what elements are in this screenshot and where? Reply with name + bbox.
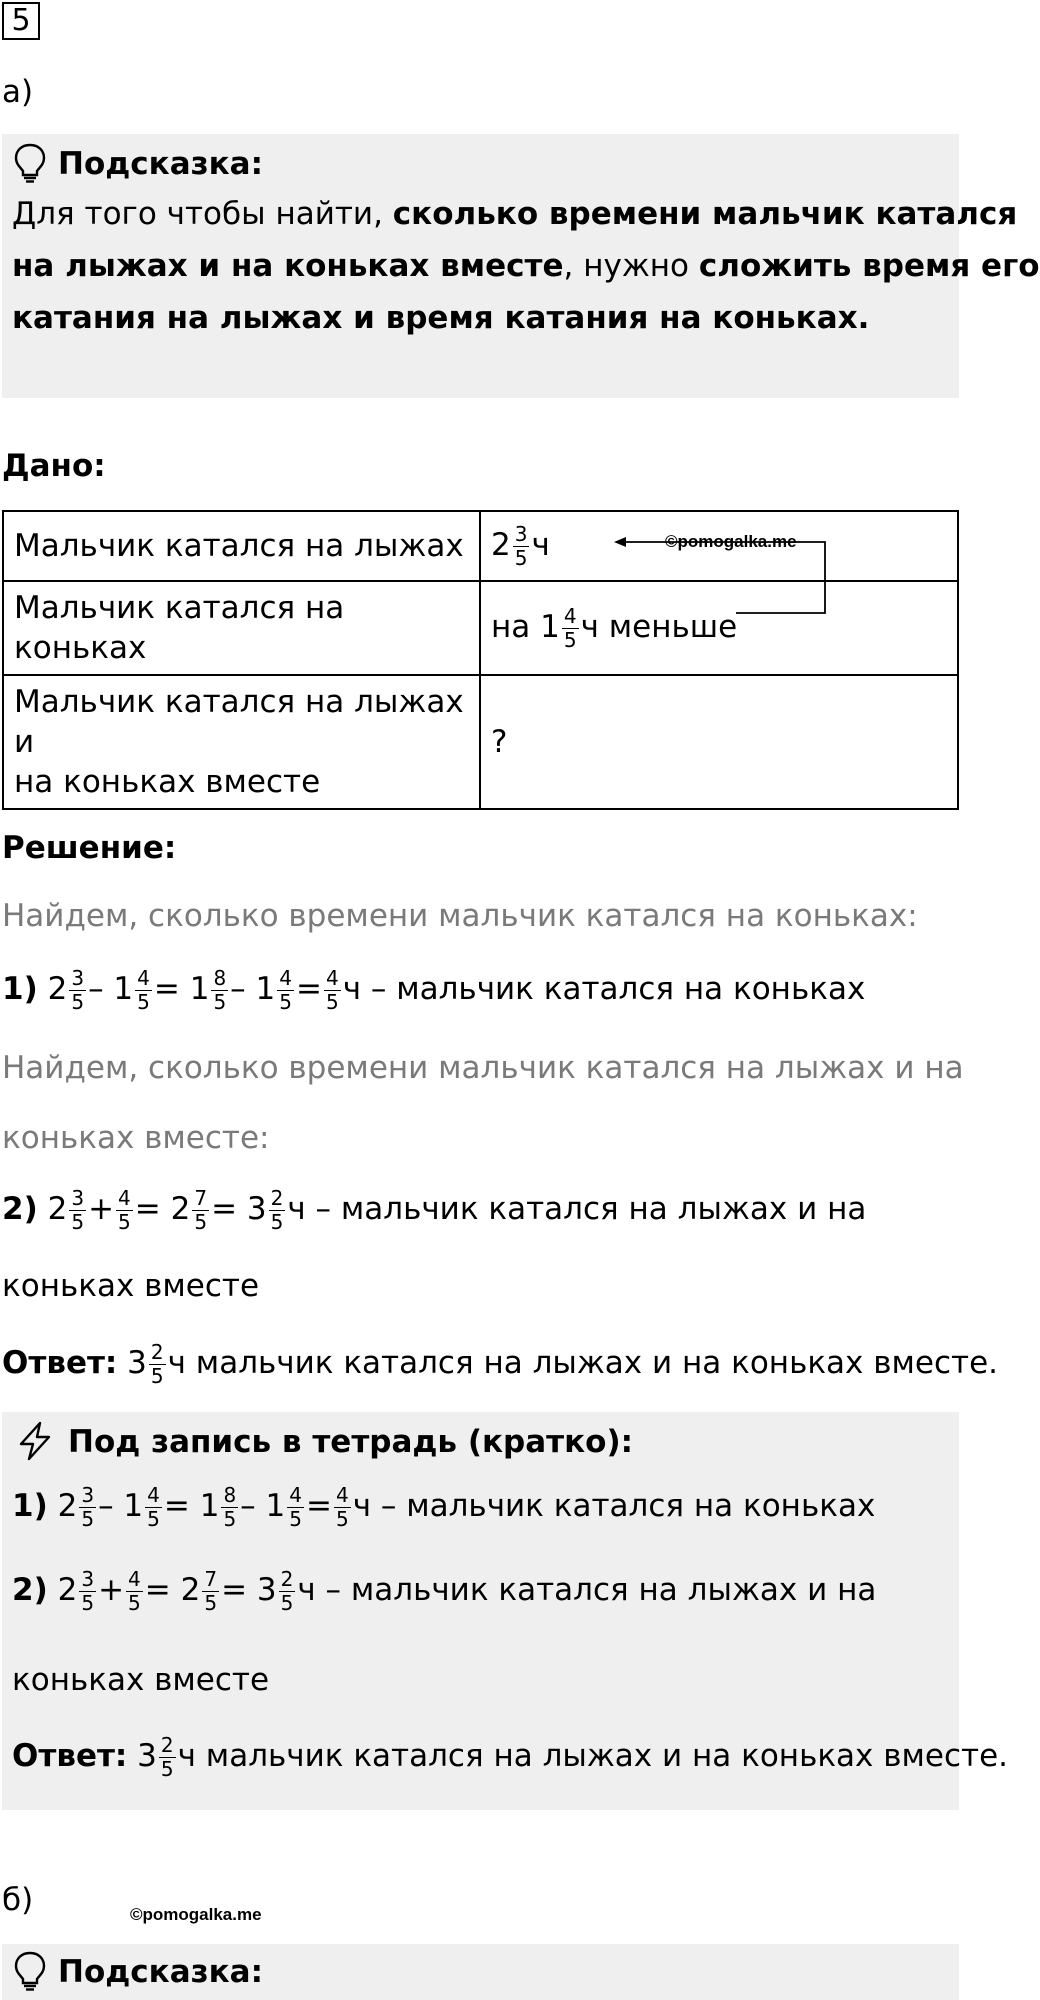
given-r1-label: Мальчик катался на лыжах — [3, 511, 480, 581]
notebook-answer: Ответ: 3 $\frac{2}{5}$ ч мальчик катался на лыжах и на коньках вместе. — [12, 1733, 1009, 1781]
hint-line-1: Для того чтобы найти, сколько времени мальчик катался — [12, 196, 1018, 232]
watermark-b: ©pomogalka.me — [130, 1905, 262, 1924]
step2-expression: 2) 2 $\frac{3}{5}$ + $\frac{4}{5}$ = 2 $\frac{7}{5}$ = 3 $\frac{2}{5}$ ч – мальчик катался на лыжах и на — [2, 1186, 867, 1234]
step2-intro-2: коньках вместе: — [2, 1120, 270, 1156]
notebook-title: Под запись в тетрадь (кратко): — [68, 1424, 634, 1460]
notebook-step1: 1) 2 $\frac{3}{5}$ – 1 $\frac{4}{5}$ = 1 $\frac{8}{5}$ – 1 $\frac{4}{5}$ = $\frac{4}{5}$ ч – мальчик катался на коньках — [12, 1483, 876, 1531]
hint-title: Подсказка: — [58, 146, 263, 182]
given-r3-label: Мальчик катался на лыжах и на коньках вместе — [3, 675, 480, 809]
hint-line-3: катания на лыжах и время катания на коньках. — [12, 300, 870, 336]
answer: Ответ: 3 $\frac{2}{5}$ ч мальчик катался на лыжах и на коньках вместе. — [2, 1340, 999, 1388]
step2-continuation: коньках вместе — [2, 1268, 260, 1304]
part-a-label: а) — [2, 74, 34, 110]
given-r3-value: ? — [480, 675, 958, 809]
task-number: 5 — [2, 2, 40, 40]
lightbulb-icon — [12, 1950, 48, 1992]
given-title: Дано: — [2, 448, 106, 484]
given-r1-value: 2 $\frac{3}{5}$ ч — [480, 511, 958, 581]
step2-intro-1: Найдем, сколько времени мальчик катался на лыжах и на — [2, 1050, 964, 1086]
part-b-label: б) — [2, 1882, 34, 1918]
step1-intro: Найдем, сколько времени мальчик катался на коньках: — [2, 898, 918, 934]
notebook-step2: 2) 2 $\frac{3}{5}$ + $\frac{4}{5}$ = 2 $\frac{7}{5}$ = 3 $\frac{2}{5}$ ч – мальчик катался на лыжах и на — [12, 1567, 877, 1615]
hint-title-b: Подсказка: — [58, 1954, 263, 1990]
solution-title: Решение: — [2, 830, 177, 866]
watermark: ©pomogalka.me — [665, 532, 797, 551]
lightning-icon — [14, 1420, 56, 1462]
lightbulb-icon — [12, 142, 48, 184]
step1-expression: 1) 2 $\frac{3}{5}$ – 1 $\frac{4}{5}$ = 1 $\frac{8}{5}$ – 1 $\frac{4}{5}$ = $\frac{4}{5}$ ч – мальчик катался на коньках — [2, 966, 866, 1014]
hint-line-2: на лыжах и на коньках вместе, нужно сложить время его — [12, 248, 1040, 284]
notebook-step2-continuation: коньках вместе — [12, 1662, 270, 1698]
given-r2-label: Мальчик катался на коньках — [3, 581, 480, 675]
given-r2-value: на 1 $\frac{4}{5}$ ч меньше — [480, 581, 958, 675]
